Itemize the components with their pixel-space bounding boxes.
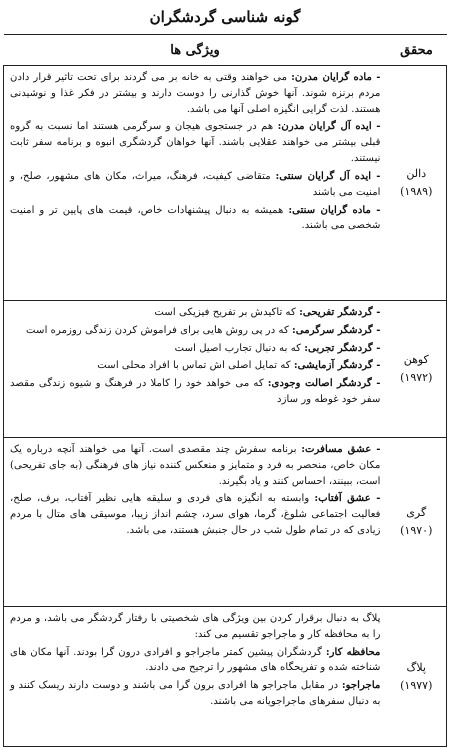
feature-item — [10, 203, 381, 235]
feature-term: - گردشگر تفریحی: — [299, 306, 381, 318]
researcher-name: دالن — [406, 167, 427, 181]
feature-text: می خواهند وقتی به خانه بر می گردند برای تحت تاثیر قرار دادن مردم برنزه شوند. آنها خوش گذارنی را دوست دارند و بیشتر در فکر غذا و نوشیدنی هستند. لذت گرایی انگیزه اصلی آنها می باشد. — [10, 72, 381, 115]
feature-item — [10, 358, 381, 374]
feature-term: - گردشگر سرگرمی: — [292, 323, 381, 336]
feature-text: که تمایل اصلی اش تماس با افراد محلی است — [97, 360, 294, 372]
table-row — [4, 66, 447, 301]
researcher-cell — [387, 607, 447, 747]
header-researcher: محقق — [387, 35, 447, 66]
features-cell — [4, 301, 387, 438]
feature-term: - ایده آل گرایان مدرن: — [277, 120, 381, 133]
feature-item — [10, 70, 381, 117]
researcher-year: (۱۹۸۹) — [400, 185, 433, 198]
feature-text: که در پی روش هایی برای فراموش کردن زندگی روزمره است — [26, 324, 293, 336]
feature-item — [10, 491, 381, 538]
table-header-row — [4, 35, 447, 66]
feature-term: - گردشگر اصالت وجودی: — [267, 377, 381, 390]
feature-text: همیشه به دنبال پیشنهادات خاص، قیمت های پایین تر و امنیت شخصی می باشند. — [10, 204, 381, 232]
feature-term: محافظه کار: — [325, 645, 381, 658]
feature-item — [10, 341, 381, 357]
feature-term: - گردشگر تجربی: — [304, 341, 381, 354]
table-row — [4, 301, 447, 438]
feature-text: که می خواهد خود را کاملا در فرهنگ و شیوه زندگی مقصد سفر خود غوطه ور سازد — [10, 378, 381, 406]
researcher-year: (۱۹۷۷) — [400, 678, 433, 692]
feature-term: - عشق مسافرت: — [301, 443, 381, 455]
researcher-name: کوهن — [403, 353, 429, 367]
features-cell — [4, 607, 387, 747]
feature-item — [10, 323, 381, 339]
header-features: ویژگی ها — [4, 35, 387, 66]
feature-text: که به دنبال تجارب اصیل است — [174, 342, 305, 354]
feature-term: - ماده گرایان مدرن: — [291, 71, 381, 83]
researcher-year: (۱۹۷۲) — [400, 371, 433, 384]
feature-text: متقاضی کیفیت، فرهنگ، میراث، مکان های مشهور، صلح، و امنیت می باشند — [10, 170, 381, 198]
feature-item — [10, 169, 381, 201]
feature-item — [10, 611, 381, 643]
feature-text: وابسته به انگیزه های فردی و سلیقه هایی نظیر آفتاب، برف، صلح، فعالیت اجتماعی شلوغ، گرما، هوای سرد، چشم انداز زیبا، موسیقی های متال با مردم زیادی که در تمام طول شب در حال جنبش هستند، می باشد. — [10, 493, 381, 537]
feature-item — [10, 645, 381, 677]
feature-text: هم در جستجوی هیجان و سرگرمی هستند اما نسبت به گروه قبلی بیشتر می خواهند عقلایی باشند. آنها خواهان گردشگری انبوه و برنامه سفر ثابت نیستند. — [10, 121, 381, 165]
feature-text: در مقابل ماجراجو ها افرادی برون گرا می باشند و دوست دارند ریسک کنند و به دنبال سفرهای ماجراجویانه می باشند. — [10, 680, 381, 708]
feature-item — [10, 678, 381, 710]
feature-term: - ماده گرایان سنتی: — [288, 203, 381, 216]
table-title: گونه شناسی گردشگران — [149, 8, 301, 26]
features-cell — [4, 66, 387, 301]
researcher-cell — [387, 66, 447, 301]
feature-item — [10, 119, 381, 166]
feature-text: گردشگران پیشین کمتر ماجراجو و افرادی درون گرا بودند. آنها مکان های شناخته شده و تفریحگاه های مشهور را ترجیح می دادند. — [10, 646, 381, 674]
feature-item — [10, 376, 381, 408]
feature-text: برنامه سفرش چند مقصدی است. آنها می خواهند آنچه درباره یک مکان خاص، منحصر به فرد و متمایز و منعکس کننده نیاز های فرهنگی (به جای تفریحی) است، ببینند، احساس کنند و یاد بگیرند. — [10, 444, 381, 487]
feature-text: که تاکیدش بر تفریح فیزیکی است — [154, 307, 300, 318]
feature-term: - ایده آل گرایان سنتی: — [275, 169, 381, 182]
researcher-cell — [387, 438, 447, 607]
feature-term: - گردشگر آزمایشی: — [293, 359, 381, 372]
researcher-name: پلاگ — [406, 660, 426, 674]
table-row — [4, 607, 447, 747]
feature-term: - عشق آفتاب: — [314, 492, 381, 505]
features-cell — [4, 438, 387, 607]
feature-text: پلاگ به دنبال برقرار کردن بین ویژگی های شخصیتی با رفتار گردشگر می باشد، و مردم را به محافظه کار و ماجراجو تقسیم می کند: — [10, 613, 381, 640]
researcher-name: گری — [406, 506, 427, 520]
researcher-year: (۱۹۷۰) — [400, 524, 433, 537]
table-row — [4, 438, 447, 607]
researcher-cell — [387, 301, 447, 438]
tourist-typology-table — [3, 34, 447, 747]
feature-term: ماجراجو: — [341, 679, 381, 692]
feature-item — [10, 305, 381, 321]
feature-item — [10, 442, 381, 489]
